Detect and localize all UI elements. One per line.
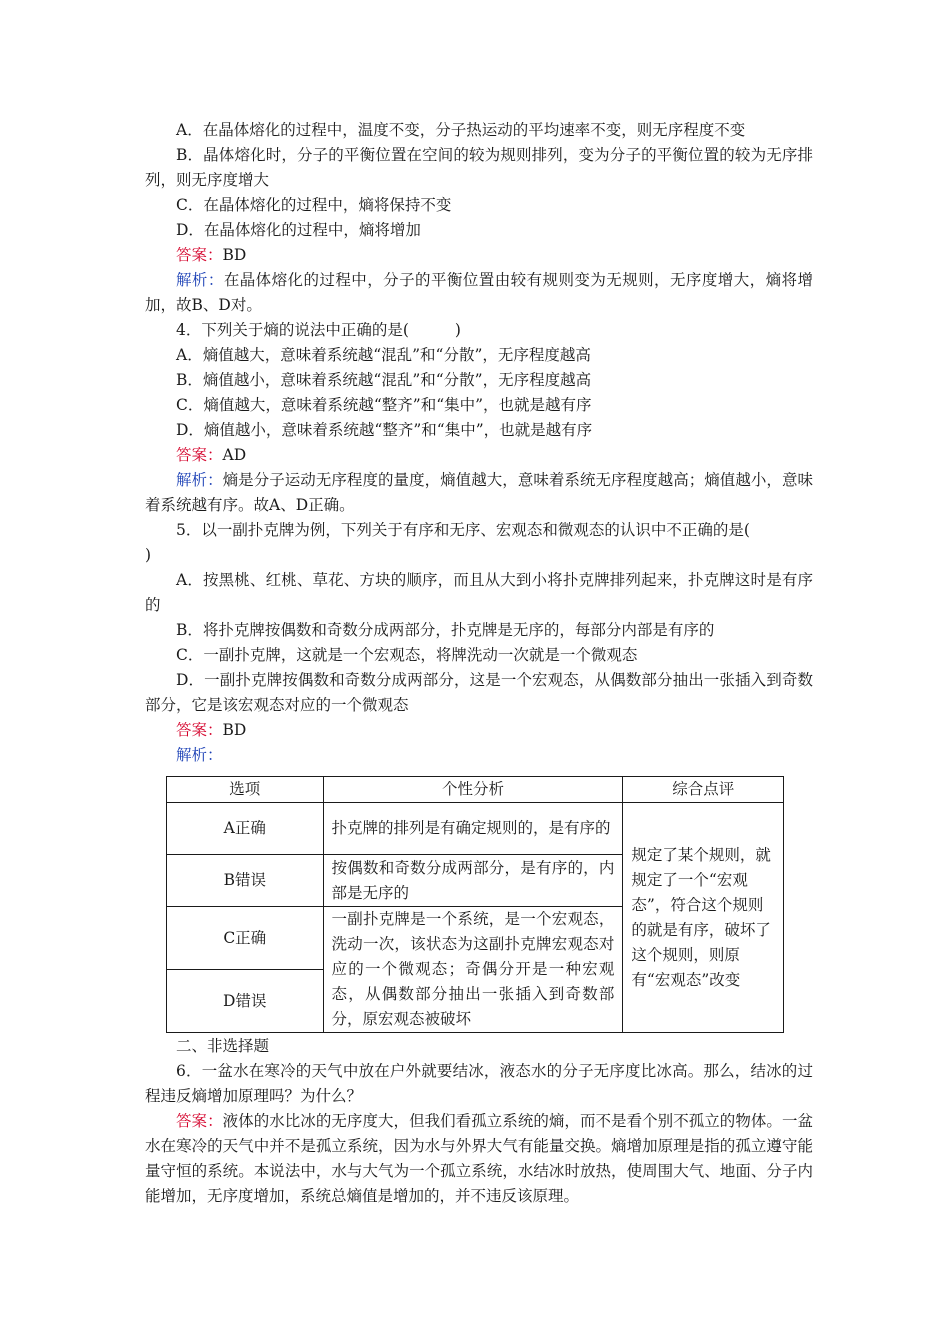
option-analysis: 一副扑克牌是一个系统，是一个宏观态，洗动一次，该状态为这副扑克牌宏观态对应的一个微观态；奇偶分开是一种宏观态，从偶数部分抽出一张插入到奇数部分，原宏观态被破坏 (323, 907, 623, 1033)
answer-label: 答案： (176, 246, 223, 264)
table-header: 选项 (167, 777, 324, 803)
answer-text: 液体的水比冰的无序度大，但我们看孤立系统的熵，而不是看个别不孤立的物体。一盆水在寒冷的天气中并不是孤立系统，因为水与外界大气有能量交换。熵增加原理是指的孤立遵守能量守恒的系统。本说法中，水与大气为一个孤立系统，水结冰时放热，使周围大气、地面、分子内能增加，无序度增加，系统总熵值是增加的，并不违反该原理。 (145, 1112, 813, 1205)
q4-option-d: D．熵值越小，意味着系统越“整齐”和“集中”，也就是越有序 (176, 421, 593, 439)
q5-explanation-label: 解析： (176, 746, 223, 764)
answer-label: 答案： (176, 1112, 223, 1130)
table-header-row (167, 777, 784, 803)
q6-stem: 6．一盆水在寒冷的天气中放在户外就要结冰，液态水的分子无序度比冰高。那么，结冰的过程违反熵增加原理吗？为什么？ (145, 1062, 813, 1105)
q3-explanation (145, 268, 813, 318)
q5-answer (145, 718, 813, 743)
q3-option-a: A．在晶体熔化的过程中，温度不变，分子热运动的平均速率不变，则无序程度不变 (176, 121, 746, 139)
q5-option-b: B．将扑克牌按偶数和奇数分成两部分，扑克牌是无序的，每部分内部是有序的 (176, 621, 715, 639)
option-analysis: 按偶数和奇数分成两部分，是有序的，内部是无序的 (323, 855, 623, 907)
q3-option-b: B．晶体熔化时，分子的平衡位置在空间的较为规则排列，变为分子的平衡位置的较为无序排列，则无序度增大 (145, 146, 813, 189)
q3-answer (145, 243, 813, 268)
table-row (167, 803, 784, 855)
answer-value: AD (222, 446, 247, 464)
answer-value: BD (222, 246, 247, 264)
q4-option-b: B．熵值越小，意味着系统越“混乱”和“分散”，无序程度越高 (176, 371, 592, 389)
q5-stem: 5．以一副扑克牌为例，下列关于有序和无序、宏观态和微观态的认识中不正确的是( ) (145, 521, 750, 564)
explanation-label: 解析： (176, 471, 223, 489)
q4-option-a: A．熵值越大，意味着系统越“混乱”和“分散”，无序程度越高 (176, 346, 591, 364)
document-page (145, 118, 813, 768)
q4-answer (145, 443, 813, 468)
table-header: 个性分析 (323, 777, 623, 803)
answer-label: 答案： (176, 446, 223, 464)
q5-option-d: D．一副扑克牌按偶数和奇数分成两部分，这是一个宏观态，从偶数部分抽出一张插入到奇数部分，它是该宏观态对应的一个微观态 (145, 671, 813, 714)
q4-stem: 4．下列关于熵的说法中正确的是( ) (176, 321, 461, 339)
explanation-text: 熵是分子运动无序程度的量度，熵值越大，意味着系统无序程度越高；熵值越小，意味着系统越有序。故A、D正确。 (145, 471, 813, 514)
analysis-table (166, 776, 784, 1033)
option-label: B错误 (167, 855, 324, 907)
q4-option-c: C．熵值越大，意味着系统越“整齐”和“集中”，也就是越有序 (176, 396, 592, 414)
explanation-label: 解析： (176, 271, 224, 289)
table-header: 综合点评 (623, 777, 784, 803)
answer-label: 答案： (176, 721, 223, 739)
option-label: C正确 (167, 907, 324, 970)
option-analysis: 扑克牌的排列是有确定规则的，是有序的 (323, 803, 623, 855)
q5-option-c: C．一副扑克牌，这就是一个宏观态，将牌洗动一次就是一个微观态 (176, 646, 638, 664)
document-page-continued (145, 1034, 813, 1209)
q4-explanation (145, 468, 813, 518)
q5-option-a: A．按黑桃、红桃、草花、方块的顺序，而且从大到小将扑克牌排列起来，扑克牌这时是有序的 (145, 571, 813, 614)
q3-option-c: C．在晶体熔化的过程中，熵将保持不变 (176, 196, 452, 214)
option-label: D错误 (167, 970, 324, 1033)
overall-comment: 规定了某个规则，就规定了一个“宏观态”，符合这个规则的就是有序，破坏了这个规则，则原有“宏观态”改变 (623, 803, 784, 1033)
section-heading: 二、非选择题 (176, 1037, 270, 1055)
q6-answer (145, 1109, 813, 1209)
explanation-text: 在晶体熔化的过程中，分子的平衡位置由较有规则变为无规则，无序度增大，熵将增加，故B、D对。 (145, 271, 813, 314)
q3-option-d: D．在晶体熔化的过程中，熵将增加 (176, 221, 421, 239)
answer-value: BD (222, 721, 247, 739)
option-label: A正确 (167, 803, 324, 855)
